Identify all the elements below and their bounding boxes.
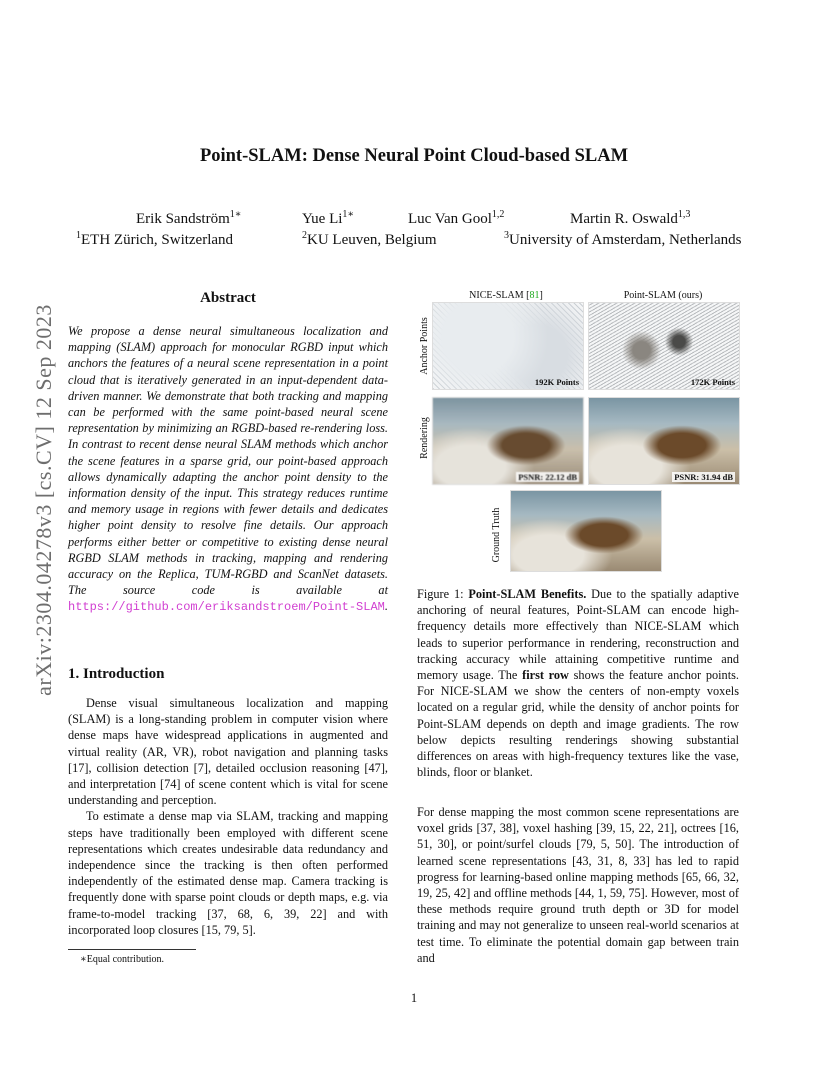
psnr-right: PSNR: 31.94 dB bbox=[674, 472, 733, 482]
footnote-divider bbox=[68, 949, 196, 950]
anchor-points-point-slam-image bbox=[588, 302, 740, 390]
author-2: Yue $Li^{1∗}$ bbox=[302, 209, 355, 227]
introduction-body bbox=[68, 695, 388, 938]
points-count-right: 172K Points bbox=[690, 377, 735, 387]
rendering-point-slam-image bbox=[588, 397, 740, 485]
row-label-rendering: Rendering bbox=[419, 417, 430, 459]
affiliation-3: $^3$University of Amsterdam, Netherlands bbox=[504, 230, 742, 248]
abstract-body: We propose a dense neural simultaneous localization and mapping (SLAM) approach for monocular RGBD input which anchors the features of a neural scene representation in a point cloud that is iteratively generated in an input-dependent data-driven manner. We demonstrate that both tracking and mapping can be performed with the same point-based neural scene representation by minimizing an RGBD-based re-rendering loss. In contrast to recent dense neural SLAM methods which anchor the scene features in a sparse grid, our point-based approach allows dynamically adapting the anchor point density to the information density of the input. This strategy reduces runtime and memory usage in regions with fewer details and dedicates higher point density to resolve fine details. Our approach performs either better or competitive to existing dense neural RGBD SLAM methods in tracking, mapping and rendering accuracy on the Replica, TUM-RGBD and ScanNet datasets. The source code is available at https://github.com/eriksandstroem/Point-SLAM. bbox=[68, 324, 388, 615]
rendering-nice-slam-image bbox=[432, 397, 584, 485]
abstract-heading: Abstract bbox=[200, 290, 256, 306]
paper-title: Point-SLAM: Dense Neural Point Cloud-based SLAM bbox=[199, 146, 629, 166]
affiliation-2: $^2$KU Leuven, Belgium bbox=[302, 230, 437, 248]
arxiv-stamp-text: arXiv:2304.04278v3 [cs.CV] 12 Sep 2023 bbox=[31, 304, 56, 696]
introduction-heading: 1. Introduction bbox=[68, 666, 165, 682]
mapping-paragraph: For dense mapping the most common scene representations are voxel grids [37, 38], voxel hashing [39, 15, 22, 21], octrees [16, 51, 30], or point/surfel clouds [79, 5, 50]. The introduction of learned scene representations [43, 31, 8, 33] has led to rapid progress for learning-based online mapping methods [65, 66, 32, 19, 25, 42] and offline methods [44, 1, 59, 75]. However, most of these methods require ground truth depth or 3D for model training and may not generalize to unseen real-world scenarios at test time. To eliminate the potential domain gap between train and bbox=[417, 805, 739, 965]
anchor-points-nice-slam-image bbox=[432, 302, 584, 390]
author-4: Martin R. Oswald$^{1,3}$ bbox=[570, 209, 691, 227]
points-count-left: 192K Points bbox=[534, 377, 579, 387]
intro-paragraph-1: Dense visual simultaneous localization and mapping (SLAM) is a long-standing problem in computer vision where dense maps have widespread applications in augmented and virtual reality (AR, VR), robot navigation and planning tasks [17], collision detection [7], detailed occlusion reasoning [47], and interpretation [74] of scene content which is vital for scene understanding and perception. bbox=[68, 696, 388, 808]
author-1: Erik Sandström$^{1∗}$ bbox=[136, 209, 242, 227]
source-code-link[interactable]: https://github.com/eriksandstroem/Point-SLAM bbox=[68, 600, 385, 615]
footnote: ∗Equal contribution. bbox=[80, 954, 165, 965]
right-column-body bbox=[417, 804, 739, 966]
row-label-ground-truth: Ground Truth bbox=[491, 507, 502, 563]
page-number: 1 bbox=[410, 991, 418, 1005]
ground-truth-image bbox=[510, 490, 662, 572]
figure-caption: Figure 1: Point-SLAM Benefits. Due to the spatially adaptive anchoring of neural features, Point-SLAM can encode high-frequency details more effectively than NICE-SLAM which leads to superior performance in rendering, reconstruction and tracking accuracy while attaining competitive runtime and memory usage. The first row shows the feature anchor points. For NICE-SLAM we show the centers of non-empty voxels located on a regular grid, while the density of anchor points for Point-SLAM depends on depth and image gradients. The row below depicts resulting renderings showing substantial differences on areas with high-frequency textures like the vase, blinds, floor or blanket. bbox=[417, 587, 739, 780]
intro-paragraph-2: To estimate a dense map via SLAM, tracking and mapping steps have traditionally been employed with different scene representations which creates undesirable data redundancy and independence since the tracking is then often performed independently of the estimated dense map. Camera tracking is frequently done with sparse point clouds or depth maps, e.g. via frame-to-model tracking [37, 68, 6, 39, 22] and with incorporated loop closures [15, 79, 5]. bbox=[68, 809, 388, 937]
figure-col-label-point-slam: Point-SLAM (ours) bbox=[623, 290, 703, 301]
figure-col-label-nice-slam: NICE-SLAM [81] bbox=[469, 290, 543, 301]
arxiv-stamp bbox=[24, 290, 64, 710]
affiliation-1: $^1$ETH Zürich, Switzerland bbox=[76, 230, 234, 248]
row-label-anchor-points: Anchor Points bbox=[419, 317, 430, 375]
psnr-left: PSNR: 22.12 dB bbox=[518, 472, 577, 482]
author-3: Luc Van Gool$^{1,2}$ bbox=[408, 209, 505, 227]
